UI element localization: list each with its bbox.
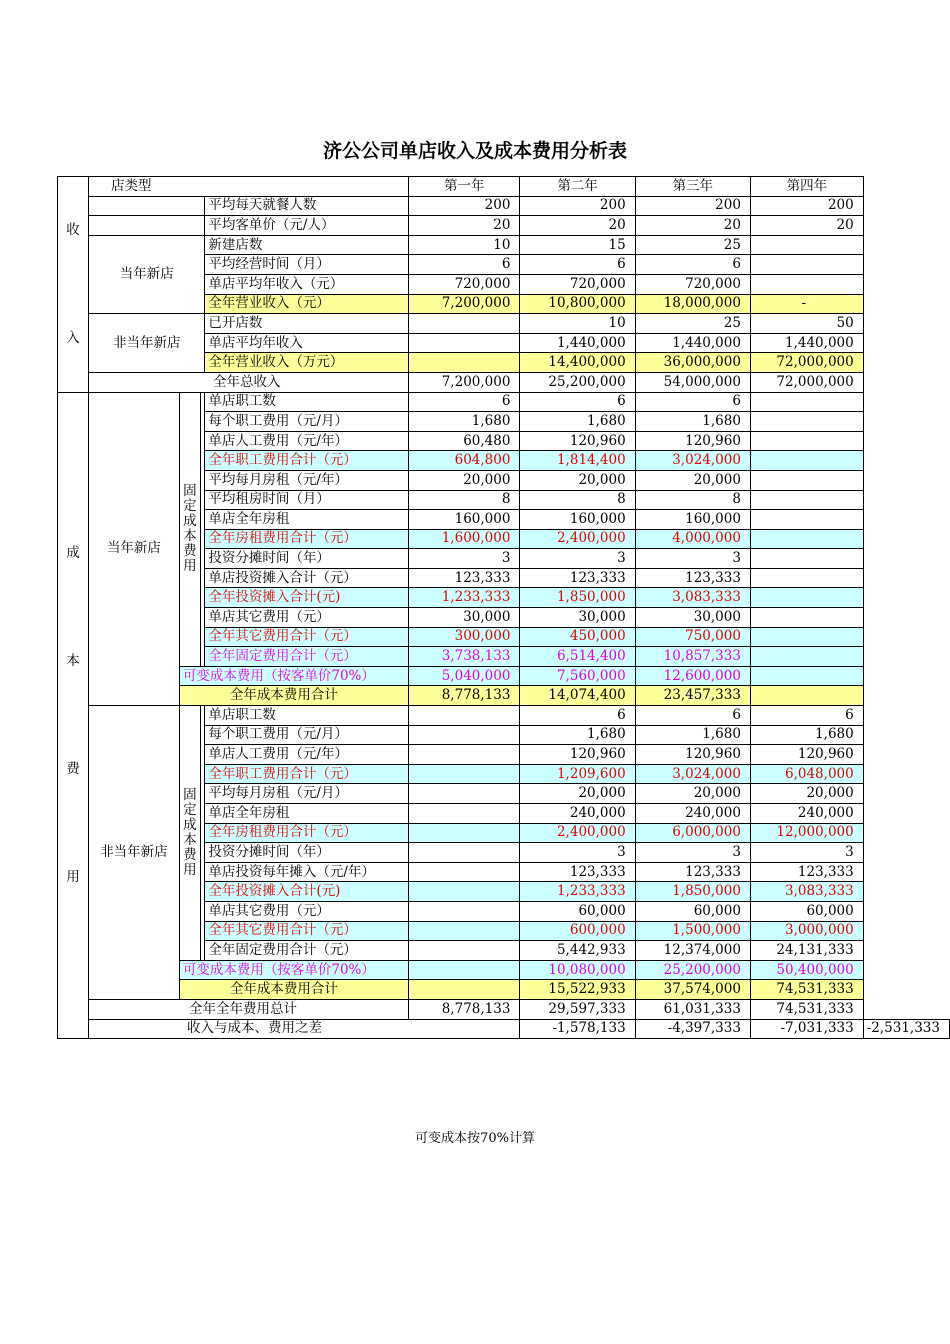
year-4-value — [750, 627, 863, 647]
row-label: 单店投资摊入合计（元） — [205, 568, 409, 588]
row-label: 可变成本费用（按客单价70%） — [179, 666, 408, 686]
year-3-value: 120,960 — [635, 431, 750, 451]
row-label: 单店人工费用（元/年） — [205, 745, 409, 765]
year-3-header: 第三年 — [635, 177, 750, 197]
year-3-value: 123,333 — [635, 568, 750, 588]
year-3-value: 3,083,333 — [635, 588, 750, 608]
row-label: 投资分摊时间（年） — [205, 549, 409, 569]
year-2-value: 7,560,000 — [520, 666, 635, 686]
year-4-value: -2,531,333 — [863, 1019, 949, 1039]
year-1-value: 7,200,000 — [409, 372, 520, 392]
row-label: 全年固定费用合计（元） — [205, 941, 409, 961]
year-2-value: 60,000 — [520, 901, 635, 921]
year-4-value: - — [750, 294, 863, 314]
year-3-value: 36,000,000 — [635, 353, 750, 373]
year-3-value: 61,031,333 — [635, 999, 750, 1019]
year-4-value: 20,000 — [750, 784, 863, 804]
year-2-value: 6 — [520, 706, 635, 726]
year-3-value: 1,440,000 — [635, 333, 750, 353]
year-4-value: 50 — [750, 314, 863, 334]
year-2-value: 5,442,933 — [520, 941, 635, 961]
year-2-value: -4,397,333 — [635, 1019, 750, 1039]
year-1-value: 5,040,000 — [409, 666, 520, 686]
year-1-value: 8,778,133 — [409, 999, 520, 1019]
year-1-value: 8 — [409, 490, 520, 510]
year-1-value: 20,000 — [409, 470, 520, 490]
year-2-value: 15 — [520, 235, 635, 255]
year-4-value: 74,531,333 — [750, 980, 863, 1000]
analysis-table — [57, 176, 950, 1039]
year-1-value: 7,200,000 — [409, 294, 520, 314]
row-n-staff — [58, 392, 950, 412]
year-2-value: 29,597,333 — [520, 999, 635, 1019]
year-4-value — [750, 666, 863, 686]
year-4-value — [750, 412, 863, 432]
year-3-value: 4,000,000 — [635, 529, 750, 549]
year-1-value — [409, 784, 520, 804]
year-4-value: 120,960 — [750, 745, 863, 765]
row-label: 全年固定费用合计（元） — [205, 647, 409, 667]
year-4-value: 72,000,000 — [750, 353, 863, 373]
row-label: 已开店数 — [205, 314, 409, 334]
year-2-value: 3 — [520, 549, 635, 569]
year-3-value: 1,500,000 — [635, 921, 750, 941]
row-old-stores — [58, 314, 950, 334]
year-2-value: 1,814,400 — [520, 451, 635, 471]
row-label: 每个职工费用（元/月） — [205, 725, 409, 745]
row-grand-cost — [58, 999, 950, 1019]
year-4-value — [750, 392, 863, 412]
year-1-value: 1,233,333 — [409, 588, 520, 608]
year-3-value: 25,200,000 — [635, 960, 750, 980]
year-1-value — [409, 314, 520, 334]
year-3-value: 12,600,000 — [635, 666, 750, 686]
row-avg-price — [58, 216, 950, 236]
year-4-value — [750, 255, 863, 275]
year-2-value: 15,522,933 — [520, 980, 635, 1000]
row-difference — [58, 1019, 950, 1039]
year-2-value: 20,000 — [520, 470, 635, 490]
year-3-value: 6 — [635, 392, 750, 412]
year-4-value: 240,000 — [750, 804, 863, 824]
year-1-value: -1,578,133 — [520, 1019, 635, 1039]
year-3-value: 8 — [635, 490, 750, 510]
year-1-value — [409, 804, 520, 824]
year-3-value: 6,000,000 — [635, 823, 750, 843]
row-label: 单店投资每年摊入（元/年） — [205, 862, 409, 882]
row-label: 全年总收入 — [89, 372, 409, 392]
year-1-value: 1,600,000 — [409, 529, 520, 549]
row-label: 全年营业收入（万元） — [205, 353, 409, 373]
year-1-value: 6 — [409, 255, 520, 275]
year-4-value — [750, 529, 863, 549]
year-1-value — [409, 353, 520, 373]
year-1-value: 60,480 — [409, 431, 520, 451]
year-4-value — [750, 588, 863, 608]
year-2-value: 123,333 — [520, 862, 635, 882]
year-4-value: 24,131,333 — [750, 941, 863, 961]
year-4-value — [750, 274, 863, 294]
year-3-value: 37,574,000 — [635, 980, 750, 1000]
year-1-value — [409, 706, 520, 726]
year-4-value: 1,440,000 — [750, 333, 863, 353]
year-3-value: 1,850,000 — [635, 882, 750, 902]
year-1-value: 200 — [409, 196, 520, 216]
row-label: 可变成本费用（按客单价70%） — [179, 960, 408, 980]
row-o-variable — [58, 960, 950, 980]
year-1-value — [409, 980, 520, 1000]
year-3-value: -7,031,333 — [750, 1019, 863, 1039]
year-4-header: 第四年 — [750, 177, 863, 197]
year-4-value — [750, 510, 863, 530]
header-row — [58, 177, 950, 197]
year-4-value: 6 — [750, 706, 863, 726]
row-label: 单店平均年收入（元） — [205, 274, 409, 294]
year-3-value: 12,374,000 — [635, 941, 750, 961]
year-3-value: 3,024,000 — [635, 764, 750, 784]
year-4-value — [750, 235, 863, 255]
year-3-value: 3,024,000 — [635, 451, 750, 471]
year-1-value: 3,738,133 — [409, 647, 520, 667]
year-3-value: 25 — [635, 314, 750, 334]
row-label: 全年投资摊入合计(元) — [205, 588, 409, 608]
year-4-value: 3,000,000 — [750, 921, 863, 941]
year-4-value: 200 — [750, 196, 863, 216]
year-2-value: 123,333 — [520, 568, 635, 588]
year-3-value: 3 — [635, 549, 750, 569]
year-2-value: 450,000 — [520, 627, 635, 647]
year-2-value: 8 — [520, 490, 635, 510]
row-label: 单店其它费用（元） — [205, 901, 409, 921]
year-2-value: 2,400,000 — [520, 823, 635, 843]
row-new-stores — [58, 235, 950, 255]
row-label: 全年其它费用合计（元） — [205, 921, 409, 941]
row-label: 平均每天就餐人数 — [205, 196, 409, 216]
year-1-value: 20 — [409, 216, 520, 236]
year-2-value: 1,209,600 — [520, 764, 635, 784]
row-label: 平均租房时间（月） — [205, 490, 409, 510]
year-4-value — [750, 568, 863, 588]
group-new-store-cost: 当年新店 — [89, 392, 180, 706]
row-label: 单店其它费用（元） — [205, 608, 409, 628]
year-3-value: 20,000 — [635, 784, 750, 804]
row-label: 平均客单价（元/人） — [205, 216, 409, 236]
year-3-value: 6 — [635, 706, 750, 726]
year-1-value — [409, 862, 520, 882]
year-3-value: 25 — [635, 235, 750, 255]
year-4-value: 1,680 — [750, 725, 863, 745]
year-2-value: 240,000 — [520, 804, 635, 824]
year-4-value: 3 — [750, 843, 863, 863]
year-3-value: 23,457,333 — [635, 686, 750, 706]
group-new-fixed-cost: 固 定 成 本 费 用 — [179, 392, 200, 666]
year-3-value: 1,680 — [635, 725, 750, 745]
group-old-store-income: 非当年新店 — [89, 314, 205, 373]
footnote: 可变成本按70%计算 — [415, 1131, 535, 1146]
year-3-value: 720,000 — [635, 274, 750, 294]
row-label: 全年成本费用合计 — [179, 686, 408, 706]
row-n-variable — [58, 666, 950, 686]
year-3-value: 123,333 — [635, 862, 750, 882]
year-1-value: 604,800 — [409, 451, 520, 471]
year-2-value: 25,200,000 — [520, 372, 635, 392]
year-2-value: 2,400,000 — [520, 529, 635, 549]
year-3-value: 750,000 — [635, 627, 750, 647]
row-label: 单店全年房租 — [205, 510, 409, 530]
page-title: 济公公司单店收入及成本费用分析表 — [322, 140, 627, 162]
row-total-income — [58, 372, 950, 392]
year-2-value: 10,080,000 — [520, 960, 635, 980]
row-label: 全年成本费用合计 — [179, 980, 408, 1000]
year-4-value: 3,083,333 — [750, 882, 863, 902]
year-2-value: 720,000 — [520, 274, 635, 294]
group-old-fixed-cost: 固 定 成 本 费 用 — [179, 706, 200, 961]
year-3-value: 200 — [635, 196, 750, 216]
row-label: 全年房租费用合计（元） — [205, 529, 409, 549]
year-3-value: 10,857,333 — [635, 647, 750, 667]
year-2-value: 14,074,400 — [520, 686, 635, 706]
year-4-value: 72,000,000 — [750, 372, 863, 392]
year-2-value: 1,440,000 — [520, 333, 635, 353]
year-2-header: 第二年 — [520, 177, 635, 197]
year-4-value — [750, 686, 863, 706]
section-income: 收 入 — [58, 177, 89, 393]
row-label: 全年职工费用合计（元） — [205, 764, 409, 784]
row-label: 投资分摊时间（年） — [205, 843, 409, 863]
year-1-value — [409, 960, 520, 980]
year-1-value — [409, 941, 520, 961]
row-label: 全年职工费用合计（元） — [205, 451, 409, 471]
row-o-cost-total — [58, 980, 950, 1000]
year-3-value: 60,000 — [635, 901, 750, 921]
year-4-value: 74,531,333 — [750, 999, 863, 1019]
year-4-value — [750, 490, 863, 510]
year-3-value: 120,960 — [635, 745, 750, 765]
row-label: 单店职工数 — [205, 392, 409, 412]
year-1-value — [409, 745, 520, 765]
year-4-value — [750, 549, 863, 569]
row-label: 全年房租费用合计（元） — [205, 823, 409, 843]
year-3-value: 30,000 — [635, 608, 750, 628]
year-4-value: 123,333 — [750, 862, 863, 882]
row-o-staff — [58, 706, 950, 726]
year-2-value: 10 — [520, 314, 635, 334]
year-3-value: 6 — [635, 255, 750, 275]
year-2-value: 1,850,000 — [520, 588, 635, 608]
year-4-value — [750, 608, 863, 628]
year-4-value — [750, 451, 863, 471]
year-2-value: 6 — [520, 255, 635, 275]
year-1-value: 3 — [409, 549, 520, 569]
year-1-value: 720,000 — [409, 274, 520, 294]
group-old-store-cost: 非当年新店 — [89, 706, 180, 1000]
year-2-value: 6 — [520, 392, 635, 412]
year-3-value: 20,000 — [635, 470, 750, 490]
blank-cell — [89, 196, 205, 216]
year-4-value: 50,400,000 — [750, 960, 863, 980]
year-4-value — [750, 470, 863, 490]
row-label: 平均每月房租（元/月） — [205, 784, 409, 804]
year-1-value: 1,680 — [409, 412, 520, 432]
section-cost: 成 本 费 用 — [58, 392, 89, 1039]
row-label: 单店人工费用（元/年） — [205, 431, 409, 451]
year-1-value: 300,000 — [409, 627, 520, 647]
year-3-value: 3 — [635, 843, 750, 863]
year-1-value — [409, 901, 520, 921]
year-2-value: 600,000 — [520, 921, 635, 941]
year-3-value: 160,000 — [635, 510, 750, 530]
row-daily-customers — [58, 196, 950, 216]
year-1-value: 30,000 — [409, 608, 520, 628]
year-2-value: 1,233,333 — [520, 882, 635, 902]
year-2-value: 1,680 — [520, 725, 635, 745]
year-3-value: 54,000,000 — [635, 372, 750, 392]
row-label: 新建店数 — [205, 235, 409, 255]
row-label: 单店平均年收入 — [205, 333, 409, 353]
year-2-value: 20,000 — [520, 784, 635, 804]
year-3-value: 18,000,000 — [635, 294, 750, 314]
blank-cell — [89, 216, 205, 236]
year-4-value: 20 — [750, 216, 863, 236]
row-label: 收入与成本、费用之差 — [89, 1019, 520, 1039]
year-2-value: 200 — [520, 196, 635, 216]
year-1-value: 6 — [409, 392, 520, 412]
year-1-value — [409, 843, 520, 863]
year-4-value — [750, 431, 863, 451]
year-1-value: 160,000 — [409, 510, 520, 530]
year-4-value: 6,048,000 — [750, 764, 863, 784]
year-4-value: 60,000 — [750, 901, 863, 921]
year-2-value: 1,680 — [520, 412, 635, 432]
year-3-value: 20 — [635, 216, 750, 236]
year-1-value — [409, 882, 520, 902]
year-4-value — [750, 647, 863, 667]
store-type-label: 店类型 — [89, 177, 409, 197]
row-label: 全年投资摊入合计(元) — [205, 882, 409, 902]
row-label: 单店全年房租 — [205, 804, 409, 824]
row-label: 平均每月房租（元/年） — [205, 470, 409, 490]
year-1-value — [409, 764, 520, 784]
year-2-value: 120,960 — [520, 745, 635, 765]
year-1-value — [409, 333, 520, 353]
year-1-value — [409, 823, 520, 843]
year-1-value — [409, 921, 520, 941]
year-4-value: 12,000,000 — [750, 823, 863, 843]
year-2-value: 30,000 — [520, 608, 635, 628]
year-1-value: 8,778,133 — [409, 686, 520, 706]
year-1-value: 123,333 — [409, 568, 520, 588]
year-1-value: 10 — [409, 235, 520, 255]
row-label: 平均经营时间（月） — [205, 255, 409, 275]
row-label: 每个职工费用（元/月） — [205, 412, 409, 432]
row-label: 全年其它费用合计（元） — [205, 627, 409, 647]
group-new-store-income: 当年新店 — [89, 235, 205, 313]
year-3-value: 240,000 — [635, 804, 750, 824]
year-2-value: 120,960 — [520, 431, 635, 451]
row-label: 全年全年费用总计 — [89, 999, 409, 1019]
year-2-value: 3 — [520, 843, 635, 863]
year-1-value — [409, 725, 520, 745]
row-n-cost-total — [58, 686, 950, 706]
year-1-header: 第一年 — [409, 177, 520, 197]
row-label: 单店职工数 — [205, 706, 409, 726]
year-2-value: 14,400,000 — [520, 353, 635, 373]
year-2-value: 6,514,400 — [520, 647, 635, 667]
row-label: 全年营业收入（元） — [205, 294, 409, 314]
year-2-value: 160,000 — [520, 510, 635, 530]
year-3-value: 1,680 — [635, 412, 750, 432]
year-2-value: 20 — [520, 216, 635, 236]
year-2-value: 10,800,000 — [520, 294, 635, 314]
